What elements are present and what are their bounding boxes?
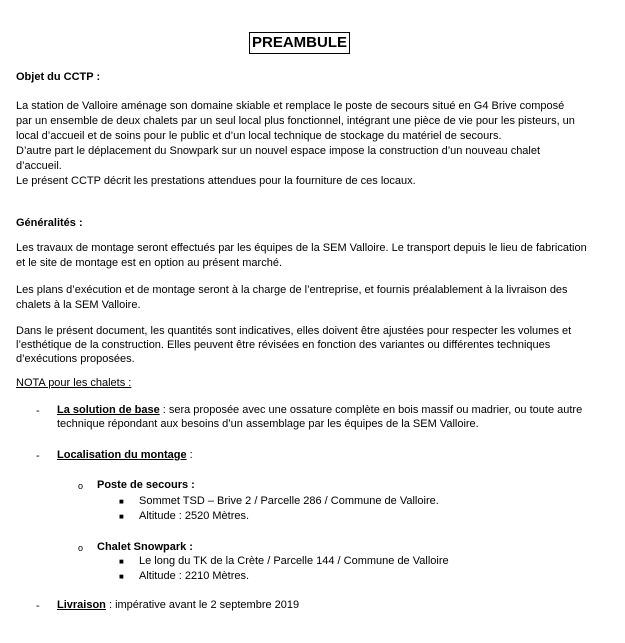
dash-bullet: - xyxy=(36,450,40,462)
circle-bullet: o xyxy=(78,481,84,491)
objet-line: D’autre part le déplacement du Snowpark sur un nouvel espace impose la construction d’un nouveau chalet xyxy=(16,145,541,157)
generalites-line: Les travaux de montage seront effectués par les équipes de la SEM Valloire. Le transport depuis le lieu de fabrication xyxy=(16,242,587,254)
generalites-line: l’esthétique de la construction. Elles peuvent être révisées en fonction des variantes ou différentes techniques xyxy=(16,339,551,351)
snowpark-label: Chalet Snowpark : xyxy=(97,541,193,553)
generalites-line: chalets à la SEM Valloire. xyxy=(16,299,141,311)
objet-line: par un ensemble de deux chalets par un seul local plus fonctionnel, intégrant une pièce de vie pour les pisteurs, un xyxy=(16,115,575,127)
poste-item: Altitude : 2520 Mètres. xyxy=(139,510,250,522)
poste-item: Sommet TSD – Brive 2 / Parcelle 286 / Commune de Valloire. xyxy=(139,495,439,507)
square-bullet: ■ xyxy=(119,512,124,521)
generalites-line: d’exécutions proposées. xyxy=(16,353,135,365)
livraison-label: Livraison xyxy=(57,599,106,611)
generalites-line: Dans le présent document, les quantités sont indicatives, elles doivent être ajustées pour respecter les volumes et xyxy=(16,325,572,337)
localisation-label: Localisation du montage xyxy=(57,449,187,461)
generalites-line: Les plans d’exécution et de montage seront à la charge de l’entreprise, et fournis préalablement à la livraison des xyxy=(16,284,568,296)
localisation-line xyxy=(57,449,193,461)
solution-text: : sera proposée avec une ossature complète en bois massif ou madrier, ou toute autre xyxy=(159,404,583,416)
livraison-text: : impérative avant le 2 septembre 2019 xyxy=(105,599,300,611)
square-bullet: ■ xyxy=(119,557,124,566)
objet-line: Le présent CCTP décrit les prestations attendues pour la fourniture de ces locaux. xyxy=(16,175,416,187)
generalites-heading: Généralités : xyxy=(16,217,83,229)
square-bullet: ■ xyxy=(119,572,124,581)
poste-label: Poste de secours : xyxy=(97,479,195,491)
objet-line: La station de Valloire aménage son domaine skiable et remplace le poste de secours situé en G4 Brive composé xyxy=(16,100,565,112)
localisation-suffix: : xyxy=(186,449,193,461)
objet-line: local d’accueil et de soins pour le public et d’un local technique de stockage du matériel de secours. xyxy=(16,130,502,142)
solution-line xyxy=(57,404,582,416)
livraison-line xyxy=(57,599,299,611)
dash-bullet: - xyxy=(36,600,40,612)
circle-bullet: o xyxy=(78,543,84,553)
nota-heading: NOTA pour les chalets : xyxy=(16,377,132,389)
square-bullet: ■ xyxy=(119,497,124,506)
solution-label: La solution de base xyxy=(57,404,160,416)
dash-bullet: - xyxy=(36,405,40,417)
snowpark-item: Altitude : 2210 Mètres. xyxy=(139,570,250,582)
generalites-line: et le site de montage est en option au présent marché. xyxy=(16,257,282,269)
objet-line: d’accueil. xyxy=(16,160,62,172)
snowpark-item: Le long du TK de la Crète / Parcelle 144 / Commune de Valloire xyxy=(139,555,449,567)
solution-text-continued: technique répondant aux besoins d’un assemblage par les équipes de la SEM Valloire. xyxy=(57,418,479,430)
page-title: PREAMBULE xyxy=(249,32,350,54)
objet-heading: Objet du CCTP : xyxy=(16,71,101,83)
